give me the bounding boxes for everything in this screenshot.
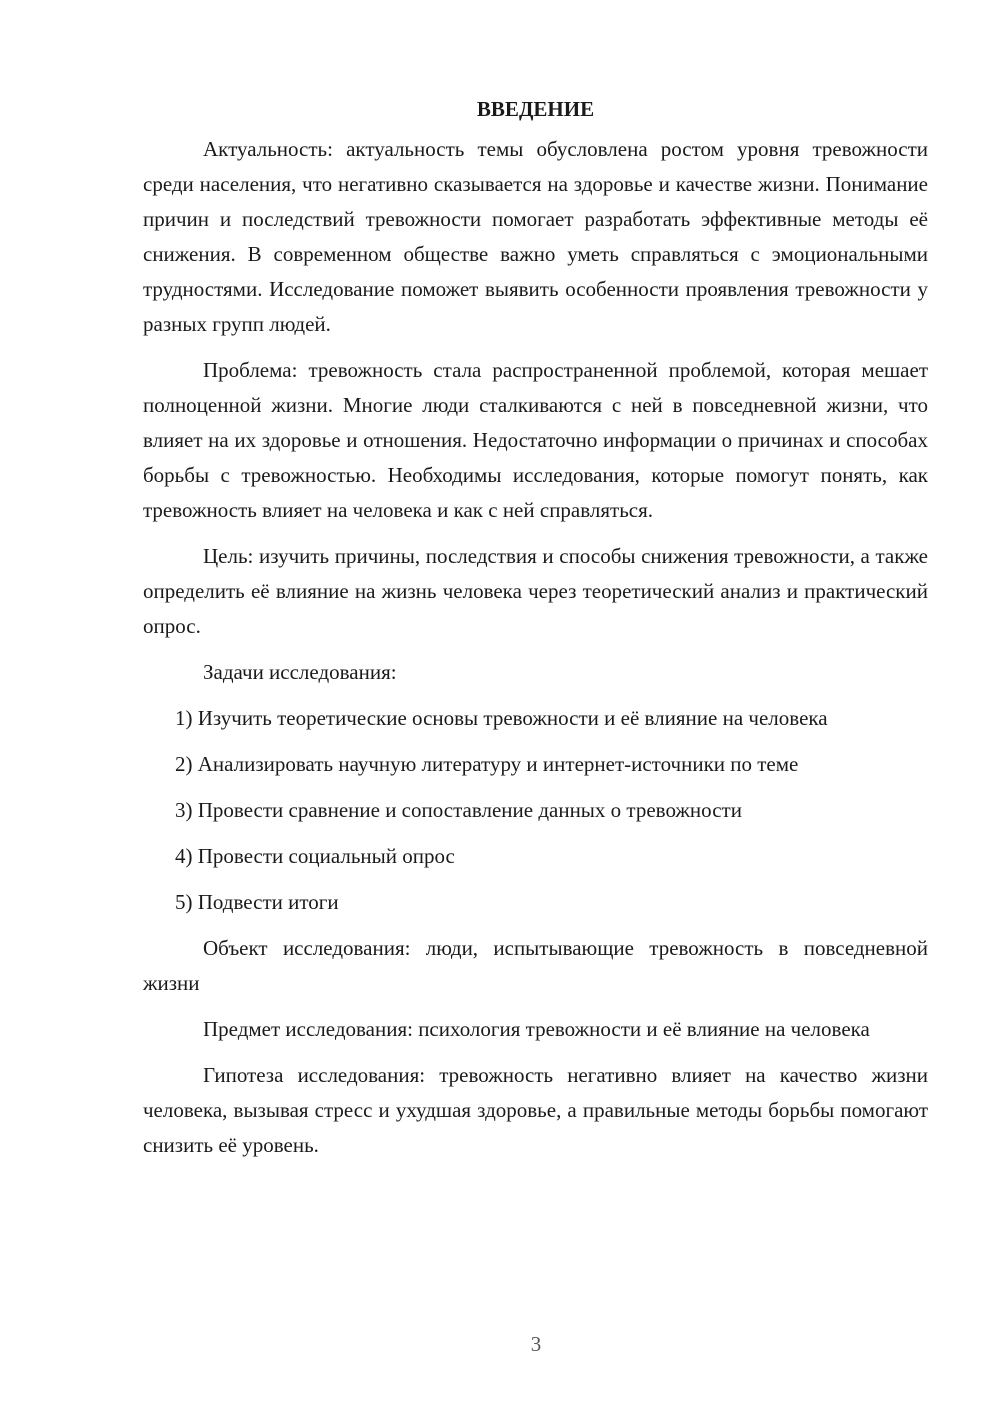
hypothesis-paragraph: Гипотеза исследования: тревожность негативно влияет на качество жизни человека, вызывая стресс и ухудшая здоровье, а правильные методы борьбы помогают снизить её уровень. [143, 1063, 928, 1157]
task-item: 4) Провести социальный опрос [175, 844, 455, 868]
subject-paragraph: Предмет исследования: психология тревожности и её влияние на человека [203, 1017, 870, 1041]
task-item: 2) Анализировать научную литературу и интернет-источники по теме [175, 752, 799, 776]
task-item: 5) Подвести итоги [175, 890, 339, 914]
object-paragraph: Объект исследования: люди, испытывающие тревожность в повседневной жизни [143, 936, 928, 995]
document-page [143, 92, 928, 1174]
relevance-paragraph: Актуальность: актуальность темы обусловлена ростом уровня тревожности среди населения, что негативно сказывается на здоровье и качестве жизни. Понимание причин и последствий тревожности помогает разработать эффективные методы её снижения. В современном обществе важно уметь справляться с эмоциональными трудностями. Исследование поможет выявить особенности проявления тревожности у разных групп людей. [143, 137, 928, 336]
tasks-heading: Задачи исследования: [203, 660, 397, 684]
page-number: 3 [530, 1332, 542, 1356]
task-item: 3) Провести сравнение и сопоставление данных о тревожности [175, 798, 742, 822]
task-item: 1) Изучить теоретические основы тревожности и её влияние на человека [175, 706, 828, 730]
problem-paragraph: Проблема: тревожность стала распространенной проблемой, которая мешает полноценной жизни. Многие люди сталкиваются с ней в повседневной жизни, что влияет на их здоровье и отношения. Недостаточно информации о причинах и способах борьбы с тревожностью. Необходимы исследования, которые помогут понять, как тревожность влияет на человека и как с ней справляться. [143, 358, 928, 522]
section-title: ВВЕДЕНИЕ [476, 97, 595, 121]
goal-paragraph: Цель: изучить причины, последствия и способы снижения тревожности, а также определить её влияние на жизнь человека через теоретический анализ и практический опрос. [143, 544, 928, 638]
